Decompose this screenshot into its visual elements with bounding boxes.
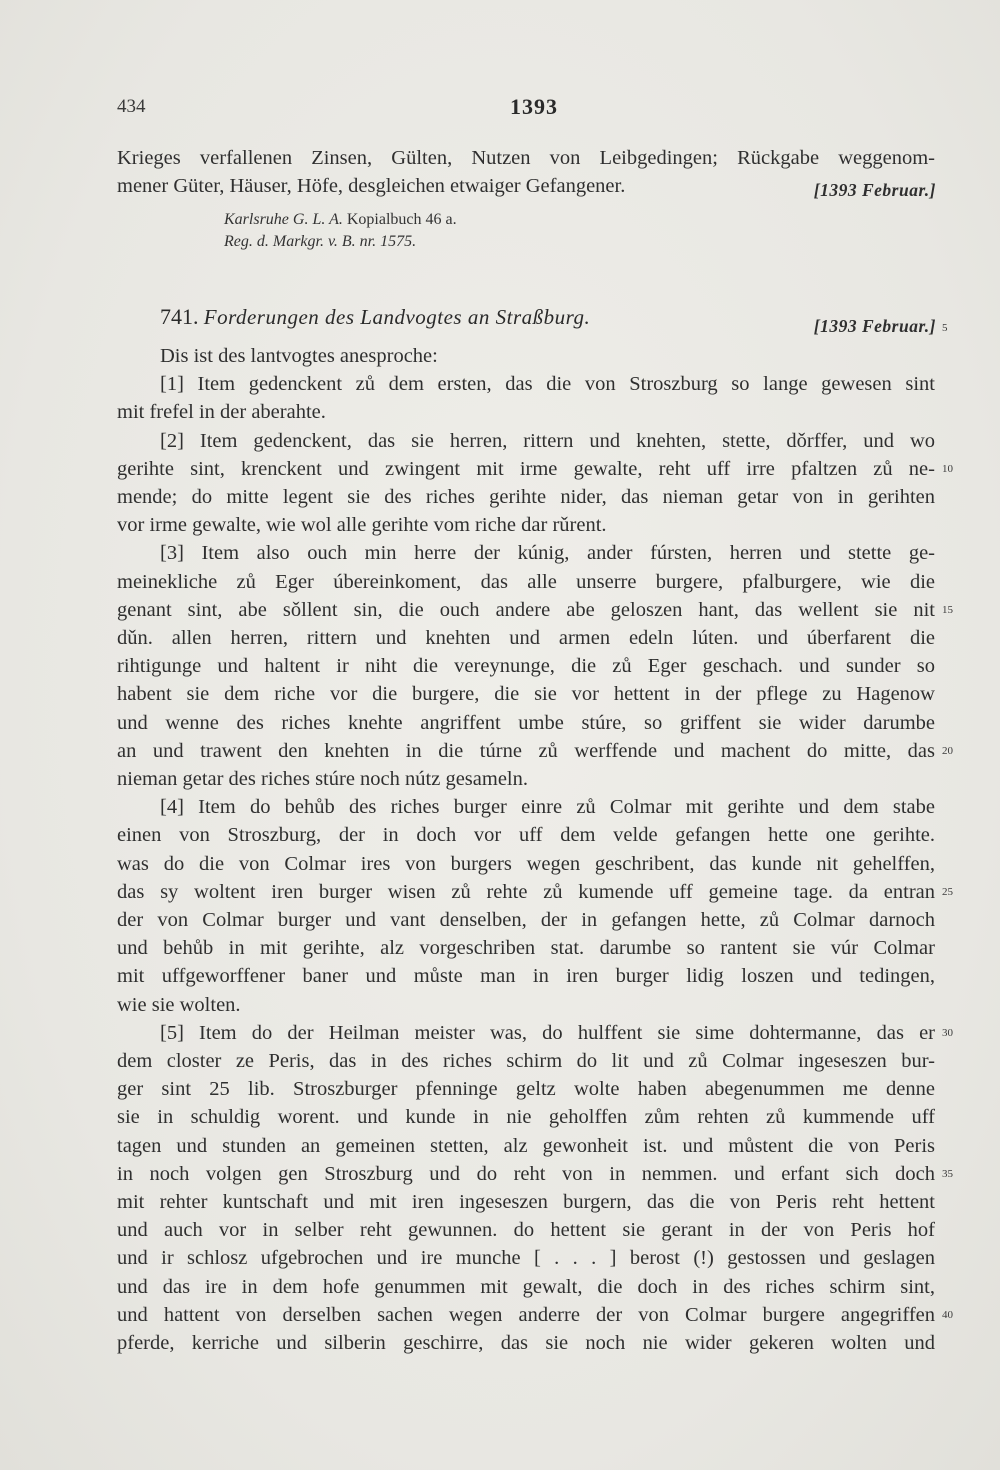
margin-line-number: 40 — [942, 1308, 953, 1321]
body-line: nieman getar des riches stúre noch nútz gesameln. — [117, 768, 528, 790]
body-line: [1] Item gedenckent zů dem ersten, das die von Stroszburg so lange gewesen sint — [160, 373, 935, 396]
body-line: [2] Item gedenckent, das sie herren, rittern und knehten, stette, dǒrffer, und wo — [160, 429, 935, 452]
page-number: 434 — [117, 96, 146, 117]
body-line: mit rehter kuntschaft und mit iren ingeseszen burgern, das die von Peris reht hettent — [117, 1191, 935, 1213]
margin-line-number: 25 — [942, 885, 953, 898]
source-archive: Karlsruhe G. L. A. — [224, 211, 343, 228]
body-line: und behůb in mit gerihte, alz vorgeschriben stat. darumbe so rantent sie vúr Colmar — [117, 937, 935, 960]
body-line: Dis ist des lantvogtes anesproche: — [160, 345, 438, 367]
prev-entry-line: mener Güter, Häuser, Höfe, desgleichen etwaiger Gefangener. — [117, 175, 626, 197]
document-number: 741. — [160, 304, 199, 329]
margin-line-number: 10 — [942, 462, 953, 475]
body-line: [3] Item also ouch min herre der kúnig, ander fúrsten, herren und stette ge- — [160, 542, 935, 565]
body-line: habent sie dem riche vor die burgere, die sie vor hettent in der pflege zu Hagenow — [117, 683, 935, 706]
margin-line-number: 35 — [942, 1167, 953, 1180]
source-volume: Kopialbuch 46 a. — [342, 211, 457, 228]
document-date: [1393 Februar.] — [813, 316, 936, 336]
body-line: rihtigunge und haltent ir niht die vereynunge, die zů Eger geschach. und sunder so — [117, 655, 935, 678]
body-line: wie sie wolten. — [117, 993, 241, 1016]
body-line: ger sint 25 lib. Stroszburger pfenninge geltz wolte haben abegenummen me denne — [117, 1078, 935, 1101]
margin-line-number: 5 — [942, 322, 948, 334]
body-line: [4] Item do behůb des riches burger einre zů Colmar mit gerihte und dem stabe — [160, 796, 935, 819]
body-line: tagen und stunden an gemeinen stetten, alz gewonheit ist. und můstent die von Peris — [117, 1134, 935, 1157]
page-header — [117, 96, 937, 126]
margin-line-number: 20 — [942, 744, 953, 757]
body-line: pferde, kerriche und silberin geschirre, das sie noch nie wider gekeren wolten und — [117, 1332, 935, 1354]
body-line: [5] Item do der Heilman meister was, do hulffent sie sime dohtermanne, das er — [160, 1021, 935, 1044]
body-line: meinekliche zů Eger úbereinkoment, das alle unserre burgere, pfalburgere, wie die — [117, 570, 935, 593]
body-line: und ir schlosz ufgebrochen und ire munche [ . . . ] berost (!) gestossen und geslagen — [117, 1247, 935, 1270]
body-line: dǔn. allen herren, rittern und knehten und armen edeln lúten. und úberfarent die — [117, 627, 935, 649]
body-line: einen von Stroszburg, der in doch vor uff dem velde gefangen hette one gerihte. — [117, 824, 935, 847]
margin-line-number: 30 — [942, 1026, 953, 1039]
body-line: mit frefel in der aberahte. — [117, 401, 326, 424]
body-line: sie in schuldig worent. und kunde in nie geholffen zům rehten zů kummende uff — [117, 1106, 935, 1129]
prev-entry-date: [1393 Februar.] — [813, 180, 936, 200]
body-line: an und trawent den knehten in die túrne zů werffende und machent do mitte, das — [117, 739, 935, 762]
body-line: und wenne des riches knehte angriffent umbe stúre, so griffent sie wider darumbe — [117, 711, 935, 734]
prev-entry-line: Krieges verfallenen Zinsen, Gülten, Nutzen von Leibgedingen; Rückgabe weggenom- — [117, 147, 935, 169]
document-heading — [160, 304, 590, 330]
body-line: und hattent von derselben sachen wegen anderre der von Colmar burgere angegriffen — [117, 1303, 935, 1326]
body-line: der von Colmar burger und vant denselben, der in gefangen hette, zů Colmar darnoch — [117, 909, 935, 931]
body-line: vor irme gewalte, wie wol alle gerihte vom riche dar rǔrent. — [117, 514, 607, 537]
source-regest: Reg. d. Markgr. v. B. nr. 1575. — [224, 233, 417, 250]
body-line: genant sint, abe sǒllent sin, die ouch andere abe geloszen hant, das wellent sie nit — [117, 598, 935, 621]
source-citation — [224, 211, 457, 229]
body-line: das sy woltent iren burger wisen zů rehte zů kumende uff gemeine tage. da entran — [117, 880, 935, 903]
body-line: mende; do mitte legent sie des riches gerihte nider, das nieman getar von in gerihten — [117, 486, 935, 508]
body-line: dem closter ze Peris, das in des riches schirm do lit und zů Colmar ingeseszen bur- — [117, 1050, 935, 1072]
body-line: mit uffgeworffener baner und můste man in iren burger lidig loszen und tedingen, — [117, 965, 935, 988]
body-line: und das ire in dem hofe genummen mit gewalt, die doch in des riches schirm sint, — [117, 1275, 935, 1298]
body-line: und auch vor in selber reht gewunnen. do hettent sie gerant in der von Peris hof — [117, 1219, 935, 1242]
body-line: gerihte sint, krenckent und zwingent mit irme gewalte, reht uff irre pfaltzen zů ne- — [117, 457, 935, 480]
running-head-year: 1393 — [510, 94, 558, 119]
document-title: Forderungen des Landvogtes an Straßburg. — [203, 305, 591, 329]
margin-line-number: 15 — [942, 603, 953, 616]
body-line: in noch volgen gen Stroszburg und do reht von in nemmen. und erfant sich doch — [117, 1162, 935, 1185]
body-line: was do die von Colmar ires von burgers wegen geschribent, das kunde nit gehelffen, — [117, 852, 935, 875]
